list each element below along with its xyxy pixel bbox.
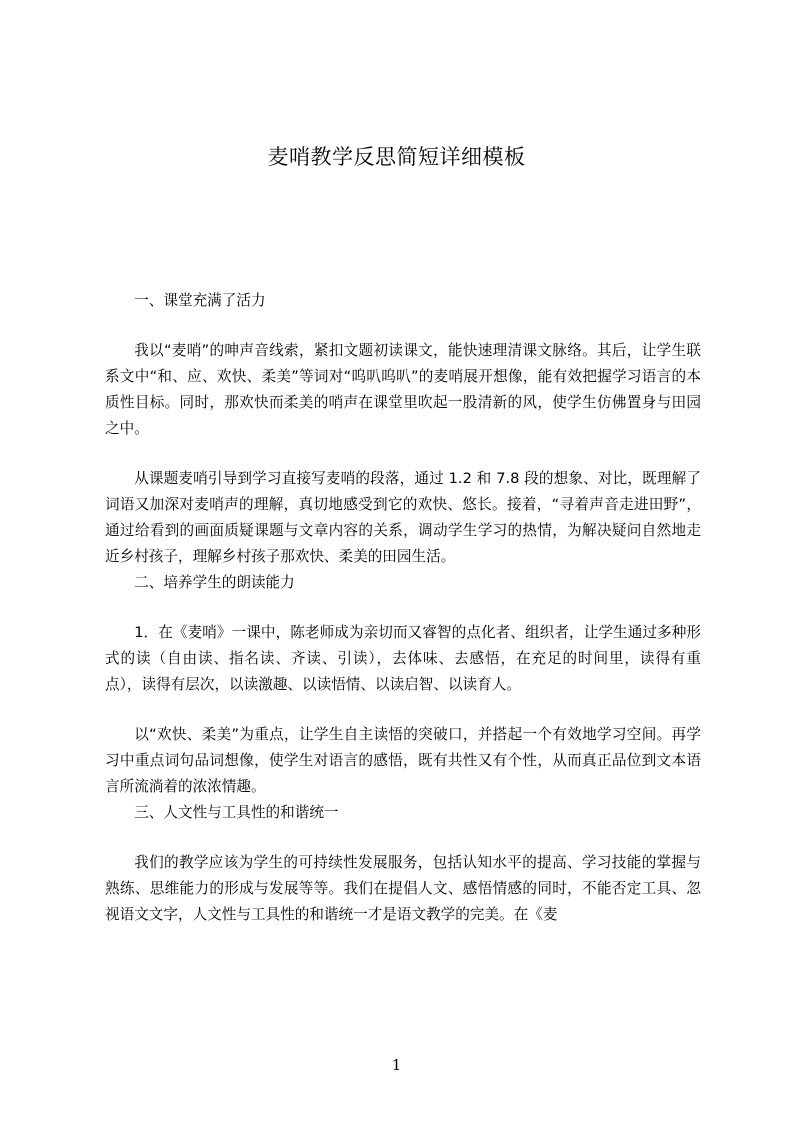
body-paragraph: 1．在《麦哨》一课中，陈老师成为亲切而又睿智的点化者、组织者，让学生通过多种形式的读（自由读、指名读、齐读、引读），去体味、去感悟，在充足的时间里，读得有重点），读得有层次，以读激趣、以读悟情、以读启智、以读育人。 bbox=[105, 624, 701, 693]
body-paragraph: 从课题麦哨引导到学习直接写麦哨的段落，通过 1.2 和 7.8 段的想象、对比，既理解了词语又加深对麦哨声的理解，真切地感受到它的欢快、悠长。接着，“寻着声音走进田野”，通过给看到的画面质疑课题与文章内容的关系，调动学生学习的热情，为解决疑问自然地走近乡村孩子，理解乡村孩子那欢快、柔美的田园生活。 bbox=[105, 470, 701, 565]
section-heading-3: 三、人文性与工具性的和谐统一 bbox=[134, 804, 339, 821]
body-paragraph: 我们的教学应该为学生的可持续性发展服务，包括认知水平的提高、学习技能的掌握与熟练、思维能力的形成与发展等等。我们在提倡人文、感悟情感的同时，不能否定工具、忽视语文文字，人文性与工具性的和谐统一才是语文教学的完美。在《麦 bbox=[105, 854, 701, 923]
document-body bbox=[105, 288, 701, 928]
document-title: 麦哨教学反思简短详细模板 bbox=[267, 145, 526, 169]
body-paragraph: 以“欢快、柔美”为重点，让学生自主读悟的突破口，并搭起一个有效地学习空间。再学习中重点词句品词想像，使学生对语言的感悟，既有共性又有个性，从而真正品位到文本语言所流淌着的浓浓情趣。 bbox=[105, 726, 701, 795]
body-paragraph: 我以“麦哨”的呻声音线索，紧扣文题初读课文，能快速理清课文脉络。其后，让学生联系文中“和、应、欢快、柔美”等词对“呜叭呜叭”的麦哨展开想像，能有效把握学习语言的本质性目标。同时，那欢快而柔美的哨声在课堂里吹起一股清新的风，使学生仿佛置身与田园之中。 bbox=[105, 342, 701, 437]
section-heading-1: 一、课堂充满了活力 bbox=[134, 292, 266, 309]
page-number: 1 bbox=[391, 1056, 402, 1074]
section-heading-2: 二、培养学生的朗读能力 bbox=[134, 574, 295, 591]
